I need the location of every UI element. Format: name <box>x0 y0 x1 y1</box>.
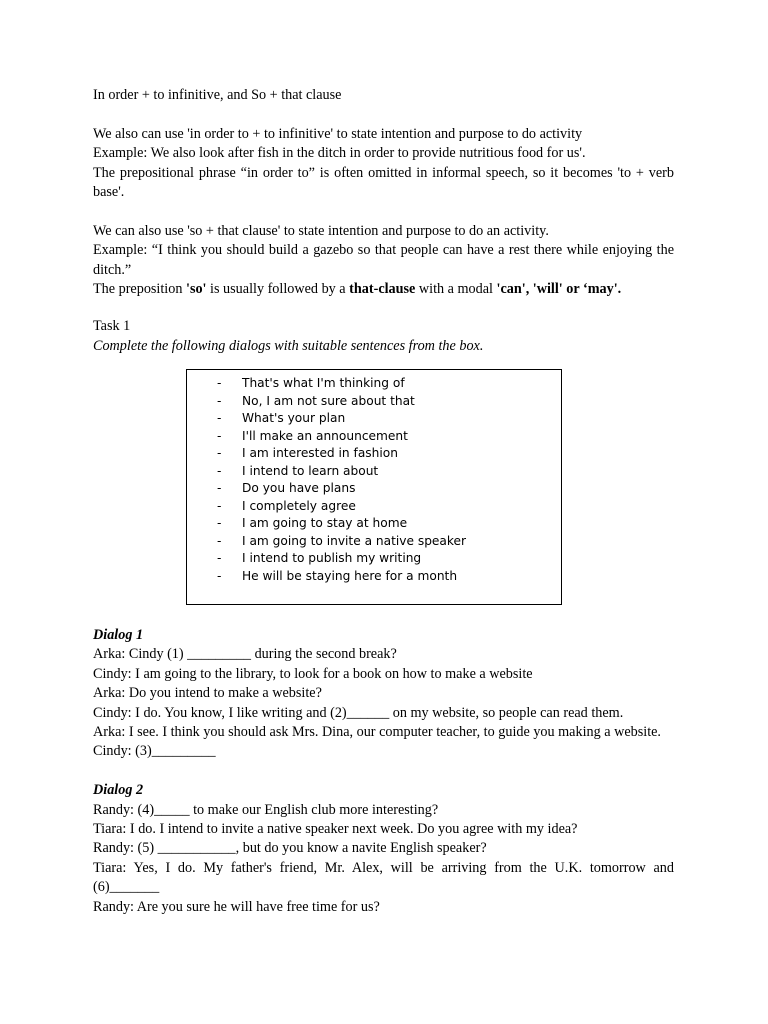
phrase-text: I'll make an announcement <box>242 428 408 443</box>
bullet-dash: - <box>217 498 222 513</box>
bullet-dash: - <box>217 516 222 530</box>
dialog-line: Cindy: I do. You know, I like writing and (2)______ on my website, so people can read them. <box>93 704 624 721</box>
list-item <box>217 480 466 498</box>
section1-line1: We also can use 'in order to + to infinitive' to state intention and purpose to do activity <box>93 125 583 142</box>
list-item <box>217 550 466 568</box>
spacer <box>93 299 674 317</box>
phrase-text: I completely agree <box>242 498 356 513</box>
dialog-line: Randy: (4)_____ to make our English club more interesting? <box>93 801 439 818</box>
bullet-dash: - <box>217 428 222 443</box>
note-so: 'so' <box>186 281 207 298</box>
section1-example: Example: We also look after fish in the ditch in order to provide nutritious food for us'. <box>93 145 586 162</box>
dialog-line: Arka: Cindy (1) _________ during the second break? <box>93 646 397 663</box>
dialog1-title: Dialog 1 <box>93 627 144 643</box>
list-item <box>217 428 466 446</box>
dialog-line: Arka: I see. I think you should ask Mrs. Dina, our computer teacher, to guide you making a website. <box>93 724 661 741</box>
list-item <box>217 393 466 411</box>
dialog-line: Cindy: (3)_________ <box>93 743 216 760</box>
bullet-dash: - <box>217 533 222 548</box>
dialog-line: Cindy: I am going to the library, to look for a book on how to make a website <box>93 665 533 682</box>
note-text: with a modal <box>415 281 497 298</box>
dialog-line: Tiara: I do. I intend to invite a native speaker next week. Do you agree with my idea? <box>93 821 578 838</box>
bullet-dash: - <box>217 551 222 565</box>
phrase-list <box>217 375 466 585</box>
dialog-line: Arka: Do you intend to make a website? <box>93 685 322 702</box>
list-item <box>217 463 466 481</box>
list-item <box>217 410 466 428</box>
dialog-line: Tiara: Yes, I do. My father's friend, Mr. Alex, will be arriving from the U.K. tomorrow and (6)_______ <box>93 859 674 896</box>
note-modals: 'can', 'will' or ‘may'. <box>496 281 622 298</box>
phrase-text: No, I am not sure about that <box>242 393 415 408</box>
note-that-clause: that-clause <box>349 281 416 298</box>
task-instruction: Complete the following dialogs with suitable sentences from the box. <box>93 337 484 354</box>
note-text: is usually followed by a <box>206 281 350 298</box>
dialog-line: Randy: Are you sure he will have free time for us? <box>93 898 380 915</box>
phrase-text: I intend to publish my writing <box>242 551 422 565</box>
section2-note <box>93 280 674 299</box>
bullet-dash: - <box>217 481 222 495</box>
bullet-dash: - <box>217 376 222 390</box>
phrase-text: I am interested in fashion <box>242 446 398 460</box>
section2-example: Example: “I think you should build a gazebo so that people can have a rest there while enjoying the ditch.” <box>93 242 674 278</box>
note-text: The preposition <box>93 281 186 298</box>
section1-note: The prepositional phrase “in order to” is often omitted in informal speech, so it becomes 'to + verb base'. <box>93 164 674 201</box>
bullet-dash: - <box>217 568 222 583</box>
spacer <box>93 762 674 781</box>
spacer <box>93 105 674 124</box>
bullet-dash: - <box>217 446 222 460</box>
list-item <box>217 533 466 551</box>
bullet-dash: - <box>217 463 222 478</box>
phrase-text: What's your plan <box>242 411 346 425</box>
section2-line1: We can also use 'so + that clause' to state intention and purpose to do an activity. <box>93 222 549 239</box>
dialogs <box>93 626 674 917</box>
phrase-box <box>186 369 562 605</box>
bullet-dash: - <box>217 393 222 408</box>
list-item <box>217 375 466 393</box>
list-item <box>217 445 466 463</box>
dialog-line: Randy: (5) ___________, but do you know a navite English speaker? <box>93 840 487 857</box>
document-top <box>93 86 674 356</box>
phrase-text: I intend to learn about <box>242 463 379 478</box>
list-item <box>217 498 466 516</box>
phrase-text: Do you have plans <box>242 481 356 495</box>
page-heading: In order + to infinitive, and So + that clause <box>93 87 342 103</box>
phrase-text: I am going to invite a native speaker <box>242 533 467 548</box>
phrase-text: I am going to stay at home <box>242 516 408 530</box>
list-item <box>217 568 466 586</box>
bullet-dash: - <box>217 411 222 425</box>
dialog2-title: Dialog 2 <box>93 782 144 799</box>
phrase-text: That's what I'm thinking of <box>242 376 405 390</box>
phrase-text: He will be staying here for a month <box>242 568 458 583</box>
task-title: Task 1 <box>93 318 131 335</box>
spacer <box>93 202 674 221</box>
list-item <box>217 515 466 533</box>
